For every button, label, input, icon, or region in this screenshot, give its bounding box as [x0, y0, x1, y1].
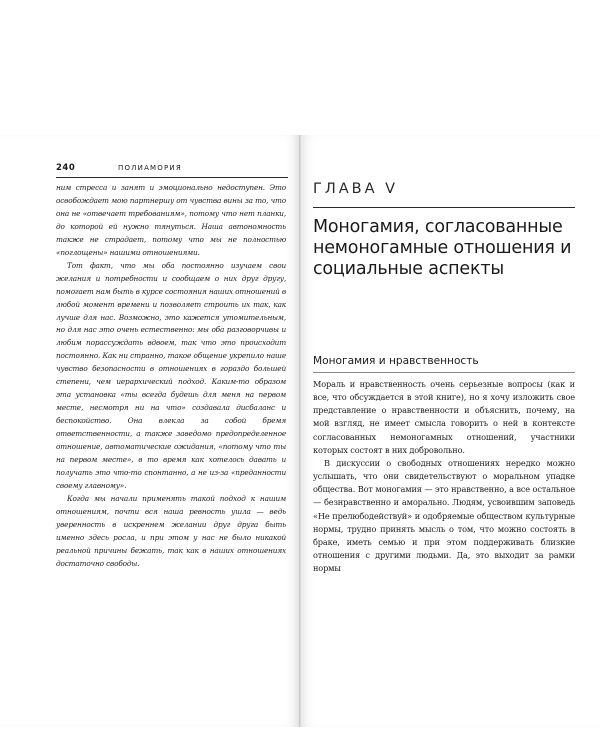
- section-rule: [313, 372, 575, 373]
- left-page-body: [56, 182, 286, 571]
- right-page-body: [313, 378, 575, 575]
- page-number: 240: [56, 163, 76, 173]
- chapter-rule: [313, 207, 575, 208]
- running-title: ПОЛИАМОРИЯ: [118, 164, 182, 172]
- left-paragraph-3: Когда мы начали применять такой подход к нашим отношениям, почти вся наша ревность ушла — ведь уверенность в искреннем желании друг друга быть именно здесь росла, и при этом у нас не было никакой реальной причины бежать, так как в наших отношениях достаточно свободы.: [56, 493, 286, 568]
- left-paragraph-1: ним стресса и занят и эмоционально недоступен. Это освобождает мою партнершу от чувства вины за то, что она не «отвечает требованиям», потому что нет планки, до которой ей нужно тянуться. Наша автономность также не страдает, потому что мы не полностью «поглощены» нашими отношениями.: [56, 183, 286, 257]
- right-paragraph-1: Мораль и нравственность очень серьезные вопросы (как и все, что обсуждается в этой книге), но я хочу изложить свое представление о нравственности и объяснить, почему, на мой взгляд, не имеет смысла говорить о ней в контексте согласованных немоногамных отношений, участники которых состоят в них добровольно.: [313, 379, 575, 455]
- chapter-label: ГЛАВА V: [313, 181, 399, 197]
- running-head-rule: [56, 177, 288, 178]
- left-paragraph-2: Тот факт, что мы оба постоянно изучаем свои желания и потребности и сообщаем о них друг другу, помогает нам быть в курсе состояния наших отношений в любой момент времени и позволяет строить их так, как лучше для нас. Возможно, это кажется утомительным, но для нас это очень естественно: мы оба разговорчивы и любим порассуждать вдвоем, так что это происходит постоянно. Как ни странно, такое общение укрепило наше чувство безопасности в отношениях в гораздо большей степени, чем иерархический подход. Каким-то образом эта установка «ты всегда будешь для меня на первом месте, несмотря ни на что» создавала дисбаланс и беспокойство. Она влекла за собой бремя ответственности, а также заведомо предопределенное отношение, автоматические ожидания, «потому что ты на первом месте», в то время как хотелось давать и получать это что-то спонтанно, а не из-за «преданности своему главному».: [56, 260, 286, 490]
- section-heading: Моногамия и нравственность: [313, 355, 479, 367]
- right-paragraph-2: В дискуссии о свободных отношениях нередко можно услышать, что они свидетельствуют о моральном упадке общества. Вот моногамия — это нравственно, а все остальное — безнравственно и аморально. Людям, усвоившим заповедь «Не прелюбодействуй» и одобряемые обществом культурные нормы, трудно принять мысль о том, что можно состоять в браке, иметь семью и при этом поддерживать близкие отношения с другими людьми. Да, это выходит за рамки нормы: [313, 457, 575, 574]
- running-head: [56, 163, 292, 173]
- chapter-title: Моногамия, согласованные немоногамные отношения и социальные аспекты: [313, 217, 572, 279]
